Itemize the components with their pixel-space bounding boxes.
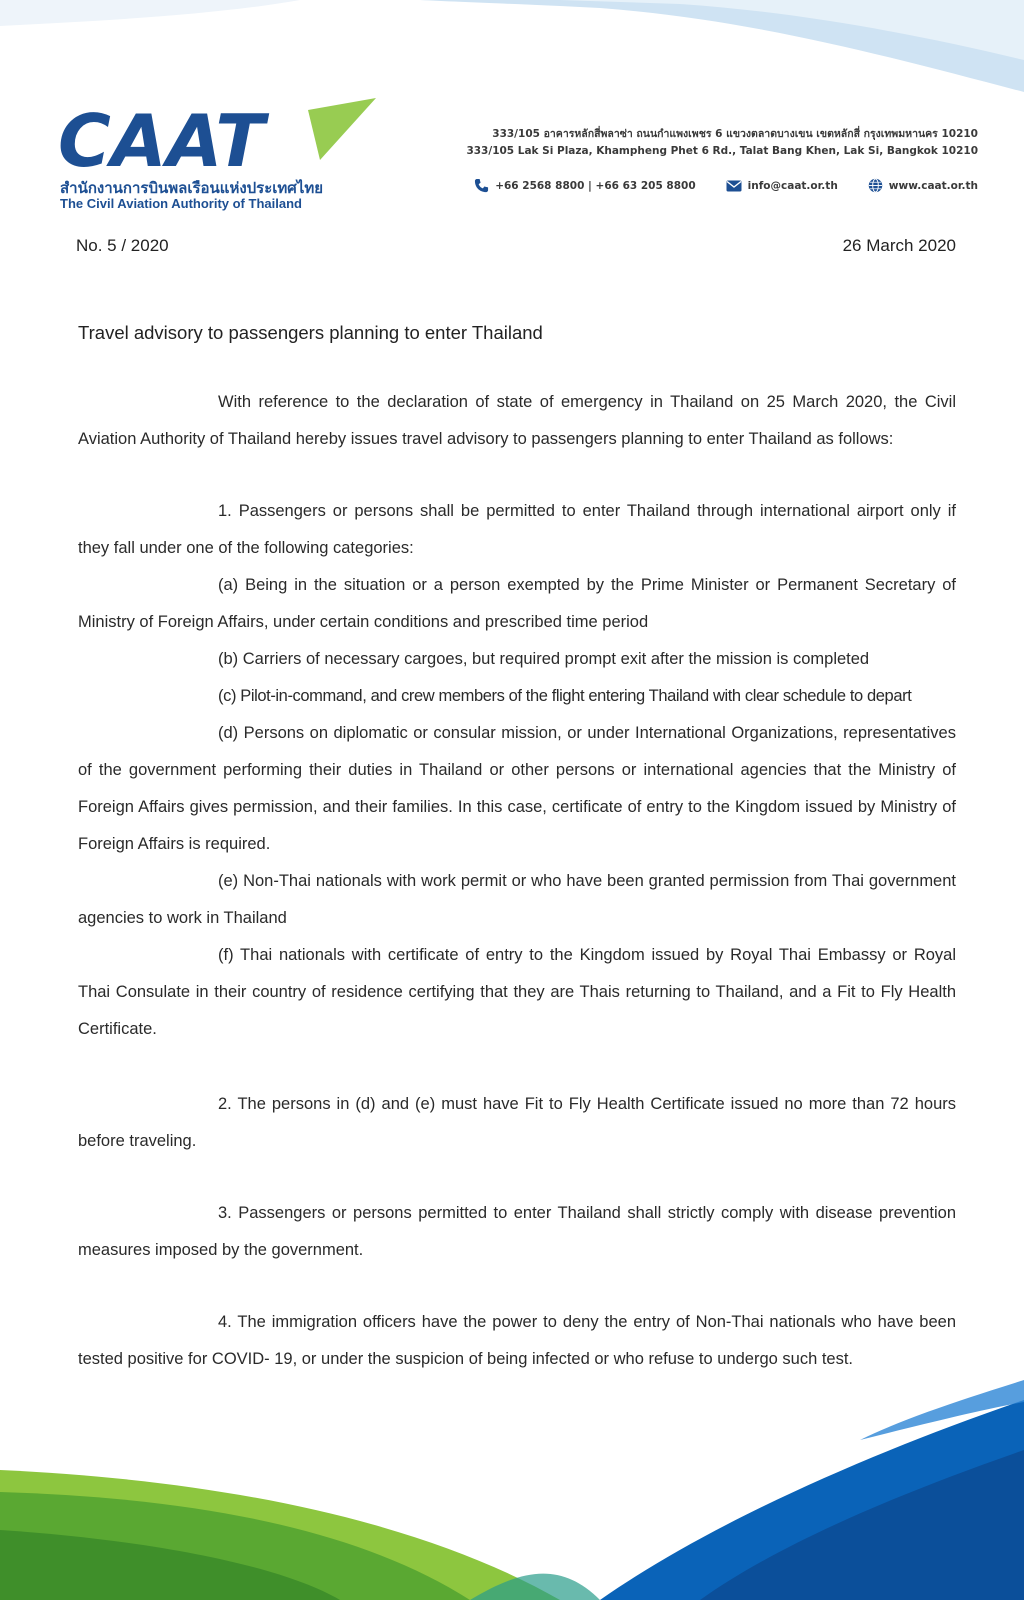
item-1b: (b) Carriers of necessary cargoes, but required prompt exit after the mission is completed — [218, 650, 870, 668]
document-subject: Travel advisory to passengers planning to enter Thailand — [78, 322, 543, 343]
logo-wordmark: CAAT — [58, 99, 265, 174]
letterhead — [58, 88, 978, 218]
phone-numbers: +66 2568 8800 | +66 63 205 8800 — [495, 179, 696, 192]
website-url: www.caat.or.th — [888, 179, 978, 192]
caat-logo — [58, 88, 388, 218]
document-number: No. 5 / 2020 — [76, 236, 169, 255]
item-1: 1. Passengers or persons shall be permitted to enter Thailand through international airport only if they fall under one of the following categories: — [78, 502, 956, 557]
intro-paragraph: With reference to the declaration of state of emergency in Thailand on 25 March 2020, the Civil Aviation Authority of Thailand hereby issues travel advisory to passengers planning to enter Thailand as follows: — [78, 393, 956, 448]
contact-email — [726, 180, 838, 192]
item-3: 3. Passengers or persons permitted to enter Thailand shall strictly comply with disease prevention measures imposed by the government. — [78, 1204, 956, 1259]
contact-website — [868, 178, 978, 193]
address-block — [466, 126, 978, 160]
item-4: 4. The immigration officers have the power to deny the entry of Non-Thai nationals who have been tested positive for COVID- 19, or under the suspicion of being infected or who refuse to undergo such test. — [78, 1313, 956, 1368]
item-1e: (e) Non-Thai nationals with work permit or who have been granted permission from Thai government agencies to work in Thailand — [78, 872, 956, 927]
item-2: 2. The persons in (d) and (e) must have Fit to Fly Health Certificate issued no more than 72 hours before traveling. — [78, 1095, 956, 1150]
contact-phone — [474, 178, 695, 193]
caat-logo-mark — [58, 88, 388, 174]
item-1f: (f) Thai nationals with certificate of entry to the Kingdom issued by Royal Thai Embassy or Royal Thai Consulate in their country of residence certifying that they are Thais returning to Thailand, and a Fit to Fly Health Certificate. — [78, 946, 956, 1038]
phone-icon — [474, 178, 489, 193]
address-english: 333/105 Lak Si Plaza, Khampheng Phet 6 Rd., Talat Bang Khen, Lak Si, Bangkok 10210 — [466, 145, 978, 157]
document-body — [78, 384, 956, 1378]
footer-decoration — [0, 1380, 1024, 1600]
document-date: 26 March 2020 — [842, 236, 956, 255]
address-thai: 333/105 อาคารหลักสี่พลาซ่า ถนนกำแพงเพชร 6 แขวงตลาดบางเขน เขตหลักสี่ กรุงเทพมหานคร 10210 — [492, 128, 978, 140]
authority-name-english: The Civil Aviation Authority of Thailand — [60, 196, 302, 211]
mail-icon — [726, 180, 742, 192]
item-1a: (a) Being in the situation or a person exempted by the Prime Minister or Permanent Secretary of Ministry of Foreign Affairs, under certain conditions and prescribed time period — [78, 576, 956, 631]
contact-row — [474, 178, 978, 193]
authority-name-thai: สำนักงานการบินพลเรือนแห่งประเทศไทย — [60, 179, 324, 197]
item-1c: (c) Pilot-in-command, and crew members of the flight entering Thailand with clear schedule to depart — [218, 687, 912, 705]
item-1d: (d) Persons on diplomatic or consular mission, or under International Organizations, representatives of the government performing their duties in Thailand or other persons or international agencies that the Ministry of Foreign Affairs gives permission, and their families. In this case, certificate of entry to the Kingdom issued by Ministry of Foreign Affairs is required. — [78, 724, 956, 853]
globe-icon — [868, 178, 883, 193]
email-address: info@caat.or.th — [747, 179, 838, 192]
